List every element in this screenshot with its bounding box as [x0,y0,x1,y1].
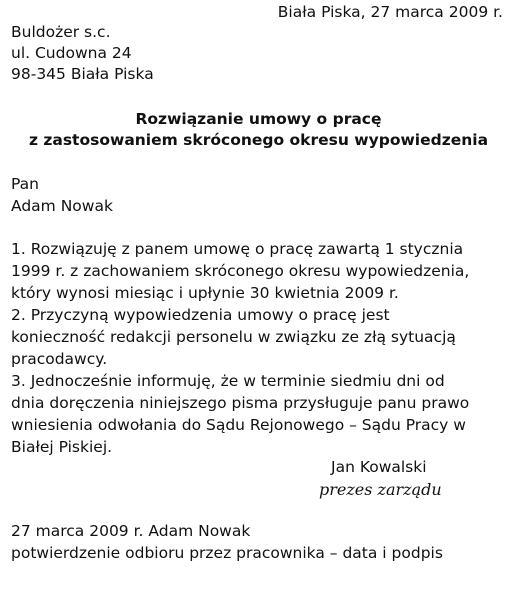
body-line: 1. Rozwiązuję z panem umowę o pracę zawartą 1 stycznia [11,240,464,258]
body-line: 1999 r. z zachowaniem skróconego okresu wypowiedzenia, [11,262,470,280]
signature-role: prezes zarządu [319,480,442,499]
title-line-2: z zastosowaniem skróconego okresu wypowiedzenia [28,131,489,149]
body-line: wniesienia odwołania do Sądu Rejonowego – Sądu Pracy w [11,416,466,434]
body-line: pracodawcy. [11,350,108,368]
signature-name: Jan Kowalski [331,458,427,476]
recipient-name: Adam Nowak [11,197,113,215]
title-line-1: Rozwiązanie umowy o pracę [135,110,382,128]
sender-name: Buldożer s.c. [11,23,111,41]
body-line: Białej Piskiej. [11,438,113,456]
receipt-date-name: 27 marca 2009 r. Adam Nowak [11,522,251,540]
body-line: który wynosi miesiąc i upłynie 30 kwietnia 2009 r. [11,284,399,302]
body-line: dnia doręczenia niniejszego pisma przysługuje panu prawo [11,394,470,412]
place-date: Biała Piska, 27 marca 2009 r. [277,3,503,21]
recipient-salutation: Pan [11,175,39,193]
sender-city: 98-345 Biała Piska [11,65,154,83]
body-line: konieczność redakcji personelu w związku ze złą sytuacją [11,328,456,346]
sender-street: ul. Cudowna 24 [11,44,132,62]
receipt-caption: potwierdzenie odbioru przez pracownika – data i podpis [11,544,443,562]
body-line: 2. Przyczyną wypowiedzenia umowy o pracę jest [11,306,390,324]
body-line: 3. Jednocześnie informuję, że w terminie siedmiu dni od [11,372,445,390]
